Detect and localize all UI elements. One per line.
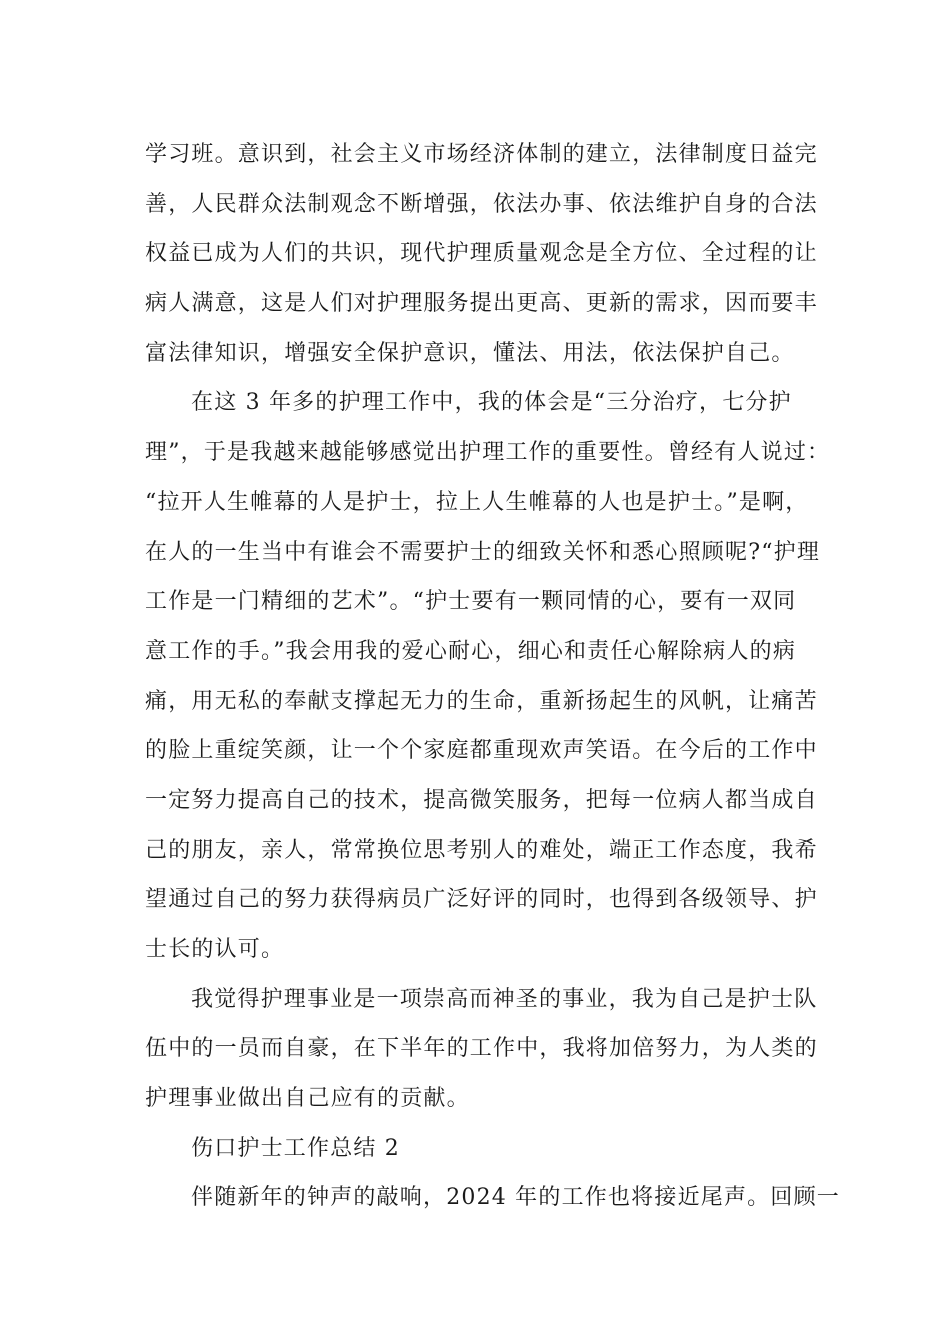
text-line: 病人满意，这是人们对护理服务提出更高、更新的需求，因而要丰 (145, 291, 818, 317)
text-line: 我觉得护理事业是一项崇高而神圣的事业，我为自己是护士队 (191, 986, 818, 1012)
text-line: 一定努力提高自己的技术，提高微笑服务，把每一位病人都当成自 (145, 787, 818, 813)
text-line: 己的朋友，亲人，常常换位思考别人的难处，端正工作态度，我希 (145, 837, 818, 863)
heading-text: 伤口护士工作总结 2 (191, 1135, 400, 1161)
text-line: 在人的一生当中有谁会不需要护士的细致关怀和悉心照顾呢?“护理 (145, 539, 821, 565)
text-line: 工作是一门精细的艺术”。“护士要有一颗同情的心，要有一双同 (145, 589, 797, 615)
text-line: 权益已成为人们的共识，现代护理质量观念是全方位、全过程的让 (145, 241, 818, 267)
text-line: 伴随新年的钟声的敲响，2024 年的工作也将接近尾声。回顾一 (191, 1185, 840, 1211)
text-line: 善，人民群众法制观念不断增强，依法办事、依法维护自身的合法 (145, 191, 818, 217)
document-body (145, 130, 840, 1223)
text-line: “拉开人生帷幕的人是护士，拉上人生帷幕的人也是护士。”是啊， (145, 489, 809, 515)
text-line: 痛，用无私的奉献支撑起无力的生命，重新扬起生的风帆，让痛苦 (145, 688, 818, 714)
text-line: 在这 3 年多的护理工作中，我的体会是“三分治疗，七分护 (191, 390, 792, 416)
text-line: 理”，于是我越来越能够感觉出护理工作的重要性。曾经有人说过： (145, 440, 831, 466)
paragraph-3 (145, 975, 825, 1124)
text-line: 学习班。意识到，社会主义市场经济体制的建立，法律制度日益完 (145, 142, 818, 167)
paragraph-4 (145, 1173, 840, 1223)
text-line: 士长的认可。 (145, 937, 285, 962)
text-line: 伍中的一员而自豪，在下半年的工作中，我将加倍努力，为人类的 (145, 1036, 818, 1062)
text-line: 护理事业做出自己应有的贡献。 (145, 1086, 470, 1112)
text-line: 望通过自己的努力获得病员广泛好评的同时，也得到各级领导、护 (145, 887, 818, 913)
text-line: 意工作的手。”我会用我的爱心耐心，细心和责任心解除病人的病 (145, 638, 797, 664)
paragraph-2 (145, 378, 831, 974)
text-line: 富法律知识，增强安全保护意识，懂法、用法，依法保护自己。 (145, 340, 795, 366)
text-line: 的脸上重绽笑颜，让一个个家庭都重现欢声笑语。在今后的工作中 (145, 738, 818, 764)
paragraph-1 (145, 130, 825, 378)
section-heading (145, 1124, 825, 1174)
